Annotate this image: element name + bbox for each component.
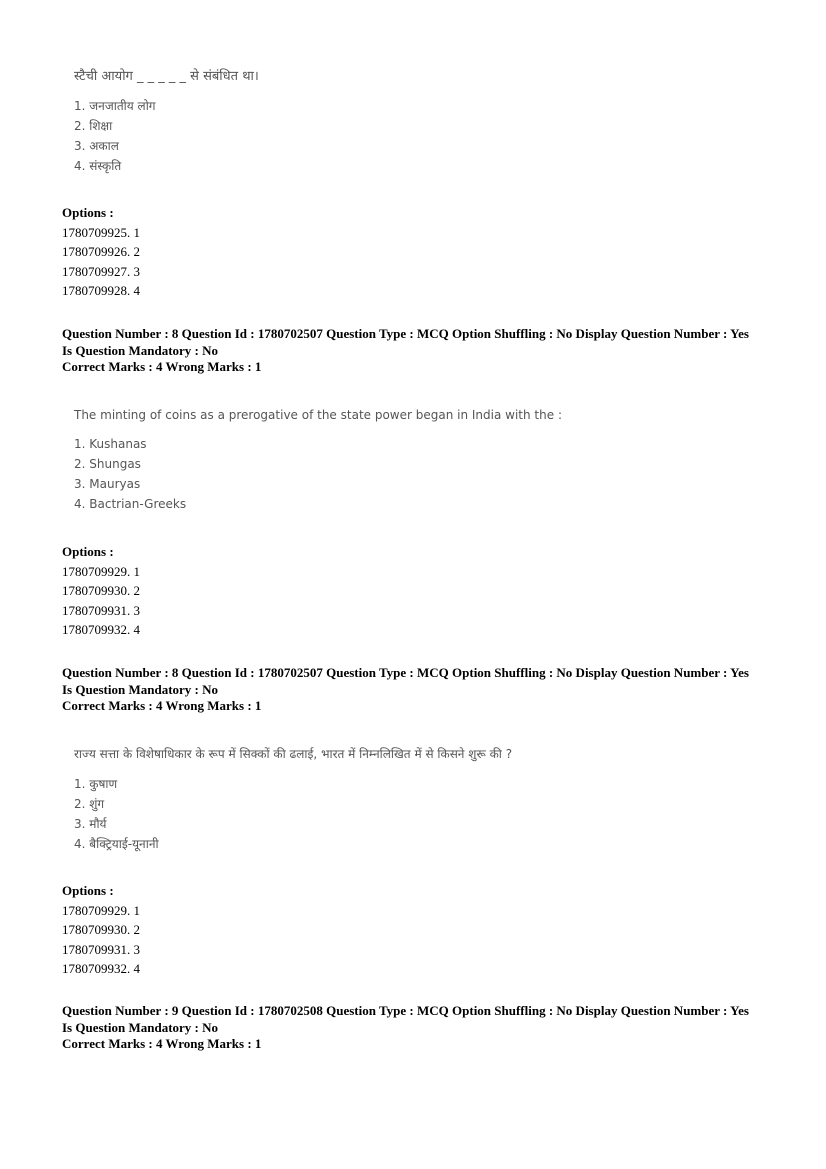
question-choice: 1. Kushanas [74, 437, 147, 451]
question-meta: Question Number : 9 Question Id : 1780702508 Question Type : MCQ Option Shuffling : No Display Question Number : Yes [62, 1003, 749, 1018]
options-label: Options : [62, 883, 114, 898]
question-header [62, 1003, 749, 1053]
options-block [62, 203, 140, 301]
option-item: 1780709925. 1 [62, 224, 140, 240]
options-label: Options : [62, 205, 114, 220]
question-header [62, 665, 749, 715]
question-meta: Question Number : 8 Question Id : 1780702507 Question Type : MCQ Option Shuffling : No Display Question Number : Yes [62, 326, 749, 341]
option-item: 1780709929. 1 [62, 563, 140, 579]
question-choice: 2. शुंग [74, 797, 105, 811]
question-stem: स्टैची आयोग _ _ _ _ _ से संबंधित था। [74, 69, 259, 84]
question-choice: 3. मौर्य [74, 817, 107, 831]
question-stem: राज्य सत्ता के विशेषाधिकार के रूप में सिक्कों की ढलाई, भारत में निम्नलिखित में से किसने शुरू की ? [74, 747, 513, 761]
question-choice: 4. Bactrian-Greeks [74, 497, 187, 511]
option-item: 1780709930. 2 [62, 583, 140, 598]
question-image [74, 66, 259, 176]
option-item: 1780709929. 1 [62, 902, 140, 918]
option-item: 1780709928. 4 [62, 283, 140, 298]
question-image [74, 745, 512, 854]
option-item: 1780709930. 2 [62, 922, 140, 937]
question-choice: 1. जनजातीय लोग [74, 99, 156, 113]
question-choice: 2. Shungas [74, 457, 141, 471]
option-item: 1780709927. 3 [62, 263, 140, 279]
question-choice: 4. संस्कृति [74, 159, 122, 173]
question-choices [74, 434, 562, 514]
question-stem: The minting of coins as a prerogative of the state power began in India with the : [74, 408, 562, 422]
question-choice: 2. शिक्षा [74, 119, 113, 133]
options-label: Options : [62, 544, 114, 559]
mandatory-flag: Is Question Mandatory : No [62, 1019, 219, 1035]
question-header [62, 326, 749, 376]
option-item: 1780709931. 3 [62, 602, 140, 618]
options-block [62, 542, 140, 640]
question-meta: Question Number : 8 Question Id : 1780702507 Question Type : MCQ Option Shuffling : No Display Question Number : Yes [62, 665, 749, 680]
option-item: 1780709932. 4 [62, 961, 140, 976]
mandatory-flag: Is Question Mandatory : No [62, 681, 219, 697]
options-block [62, 881, 140, 979]
question-choices [74, 774, 512, 854]
question-choice: 4. बैक्ट्रियाई-यूनानी [74, 837, 159, 851]
marks-info: Correct Marks : 4 Wrong Marks : 1 [62, 1036, 262, 1051]
question-image [74, 408, 562, 514]
marks-info: Correct Marks : 4 Wrong Marks : 1 [62, 698, 262, 713]
option-item: 1780709932. 4 [62, 622, 140, 637]
question-choices [74, 96, 259, 176]
option-item: 1780709926. 2 [62, 244, 140, 259]
question-choice: 3. अकाल [74, 139, 119, 153]
marks-info: Correct Marks : 4 Wrong Marks : 1 [62, 359, 262, 374]
option-item: 1780709931. 3 [62, 941, 140, 957]
question-choice: 1. कुषाण [74, 777, 118, 791]
mandatory-flag: Is Question Mandatory : No [62, 342, 219, 358]
question-choice: 3. Mauryas [74, 477, 141, 491]
